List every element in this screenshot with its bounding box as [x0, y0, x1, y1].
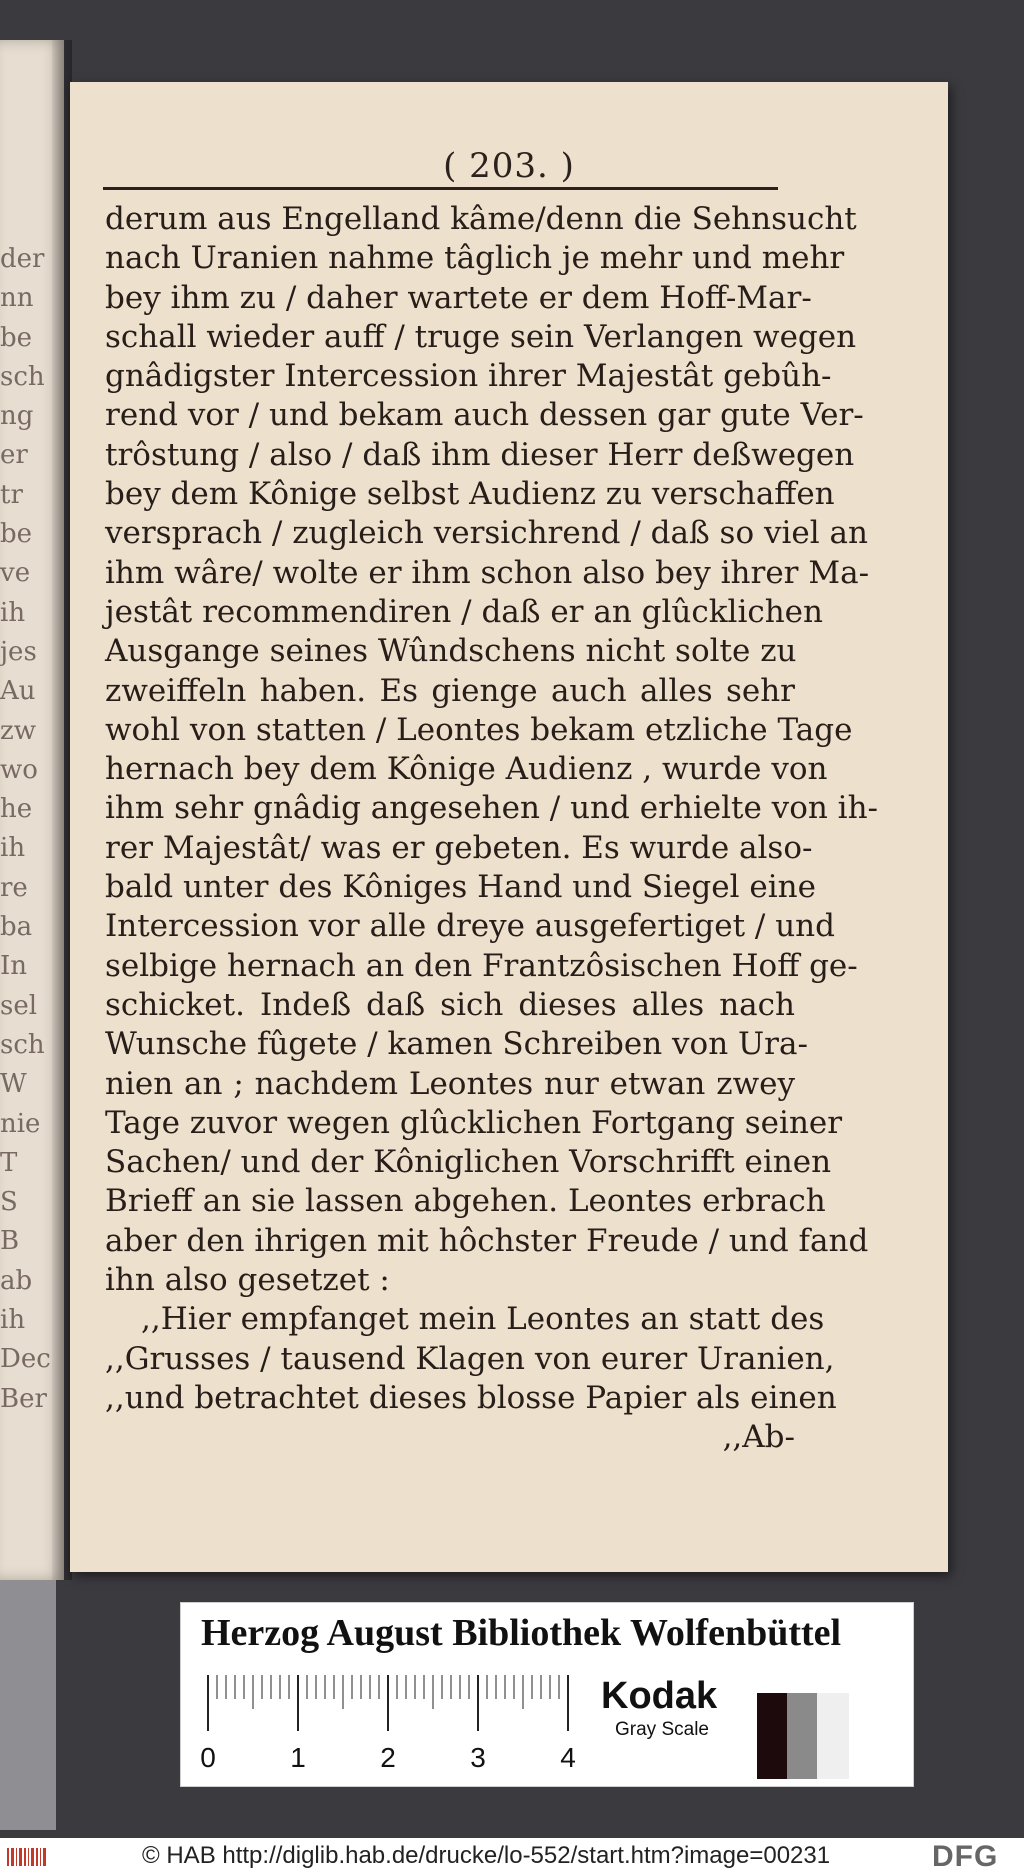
facing-text-fragment: wo: [0, 754, 38, 785]
text-line: schicket. Indeß daß sich dieses alles nach: [105, 986, 795, 1023]
facing-text-fragment: er: [0, 440, 28, 471]
text-line: ,,und betrachtet dieses blosse Papier als einen: [105, 1379, 837, 1416]
kodak-label: Kodak: [601, 1675, 718, 1717]
text-line: ,,Hier empfanget mein Leontes an statt des: [141, 1301, 825, 1338]
ruler-number: 3: [470, 1742, 486, 1773]
facing-text-fragment: W: [0, 1069, 27, 1100]
text-line: derum aus Engelland kâme/denn die Sehnsucht: [105, 201, 857, 237]
page-number: ( 203. ): [443, 146, 575, 186]
text-line: wohl von statten / Leontes bekam etzliche Tage: [105, 711, 853, 748]
library-color-card: [180, 1602, 914, 1787]
source-url[interactable]: © HAB http://diglib.hab.de/drucke/lo-552/start.htm?image=00231: [142, 1842, 831, 1869]
gray-swatch-dark: [757, 1693, 787, 1779]
barcode-icon: [6, 1846, 48, 1868]
library-name: Herzog August Bibliothek Wolfenbüttel: [201, 1612, 842, 1654]
text-line: selbige hernach an den Frantzôsischen Hoff ge-: [105, 947, 858, 984]
text-line: ihm sehr gnâdig angesehen / und erhielte von ih-: [105, 790, 879, 827]
ruler-number: 2: [380, 1742, 396, 1773]
text-line: ,,Ab-: [722, 1419, 795, 1456]
facing-text-fragment: Ber: [0, 1383, 47, 1414]
facing-text-fragment: sch: [0, 361, 45, 392]
text-line: trôstung / also / daß ihm dieser Herr deßwegen: [105, 436, 855, 473]
facing-text-fragment: T: [0, 1147, 18, 1178]
facing-text-fragment: ab: [0, 1265, 33, 1296]
facing-text-fragment: jes: [0, 636, 37, 667]
facing-text-fragment: ng: [0, 401, 34, 432]
text-line: ihm wâre/ wolte er ihm schon also bey ihrer Ma-: [105, 554, 870, 591]
facing-text-fragment: tr: [0, 479, 23, 510]
text-line: jestât recommendiren / daß er an glûcklichen: [105, 593, 823, 630]
facing-text-fragment: sch: [0, 1029, 45, 1060]
text-line: Sachen/ und der Kôniglichen Vorschrifft einen: [105, 1144, 832, 1181]
text-line: bey ihm zu / daher wartete er dem Hoff-Mar-: [105, 279, 812, 316]
text-line: ihn also gesetzet :: [105, 1262, 390, 1299]
text-line: schall wieder auff / truge sein Verlangen wegen: [105, 318, 857, 355]
text-line: Tage zuvor wegen glûcklichen Fortgang seiner: [105, 1104, 843, 1141]
dfg-logo: DFG: [932, 1840, 999, 1873]
spine-shadow: [52, 40, 72, 1580]
facing-text-fragment: be: [0, 519, 33, 550]
text-line: zweiffeln haben. Es gienge auch alles sehr: [105, 672, 795, 709]
header-rule: [103, 187, 778, 190]
text-line: bey dem Kônige selbst Audienz zu verschaffen: [105, 476, 835, 513]
text-line: rer Majestât/ was er gebeten. Es wurde also-: [105, 829, 813, 866]
footer-bar: [0, 1838, 1024, 1874]
facing-text-fragment: sel: [0, 990, 38, 1021]
facing-text-fragment: he: [0, 794, 33, 825]
facing-text-fragment: S: [0, 1187, 18, 1218]
text-line: ,,Grusses / tausend Klagen von eurer Uranien,: [105, 1340, 835, 1377]
facing-page-text: [0, 240, 51, 1490]
facing-text-fragment: B: [0, 1226, 20, 1257]
facing-text-fragment: nie: [0, 1108, 41, 1139]
facing-text-fragment: nn: [0, 283, 34, 314]
facing-text-fragment: ve: [0, 558, 31, 589]
book-cover-edge: [0, 1580, 56, 1830]
text-line: Wunsche fûgete / kamen Schreiben von Ura-: [105, 1026, 808, 1063]
page-text: [105, 200, 879, 1458]
facing-text-fragment: ih: [0, 1305, 26, 1336]
facing-text-fragment: ba: [0, 912, 33, 943]
text-line: hernach bey dem Kônige Audienz , wurde von: [105, 751, 828, 788]
text-line: Ausgange seines Wûndschens nicht solte zu: [105, 633, 797, 670]
book-page: [70, 82, 948, 1572]
text-line: aber den ihrigen mit hôchster Freude / und fand: [105, 1222, 869, 1259]
text-line: nien an ; nachdem Leontes nur etwan zwey: [105, 1065, 795, 1102]
facing-text-fragment: be: [0, 322, 33, 353]
facing-text-fragment: In: [0, 951, 28, 982]
facing-text-fragment: re: [0, 872, 28, 903]
gray-swatch-light: [817, 1693, 849, 1779]
facing-text-fragment: zw: [0, 715, 36, 746]
ruler-number: 0: [200, 1742, 216, 1773]
gray-scale-label: Gray Scale: [615, 1719, 709, 1740]
text-line: gnâdigster Intercession ihrer Majestât gebûh-: [105, 358, 832, 395]
text-line: Brieff an sie lassen abgehen. Leontes erbrach: [105, 1183, 826, 1220]
facing-text-fragment: der: [0, 244, 45, 274]
gray-swatch-mid: [787, 1693, 817, 1779]
text-line: Intercession vor alle dreye ausgefertiget / und: [105, 908, 835, 945]
text-line: versprach / zugleich versichrend / daß so viel an: [105, 515, 868, 552]
text-line: bald unter des Kôniges Hand und Siegel eine: [105, 869, 816, 906]
facing-text-fragment: ih: [0, 597, 26, 628]
measurement-ruler: [200, 1673, 576, 1773]
text-line: rend vor / und bekam auch dessen gar gute Ver-: [105, 397, 864, 434]
text-line: nach Uranien nahme tâglich je mehr und mehr: [105, 240, 845, 277]
facing-text-fragment: Dec: [0, 1344, 51, 1375]
ruler-number: 1: [290, 1742, 306, 1773]
facing-text-fragment: Au: [0, 676, 36, 707]
facing-text-fragment: ih: [0, 833, 26, 864]
ruler-number: 4: [560, 1742, 576, 1773]
